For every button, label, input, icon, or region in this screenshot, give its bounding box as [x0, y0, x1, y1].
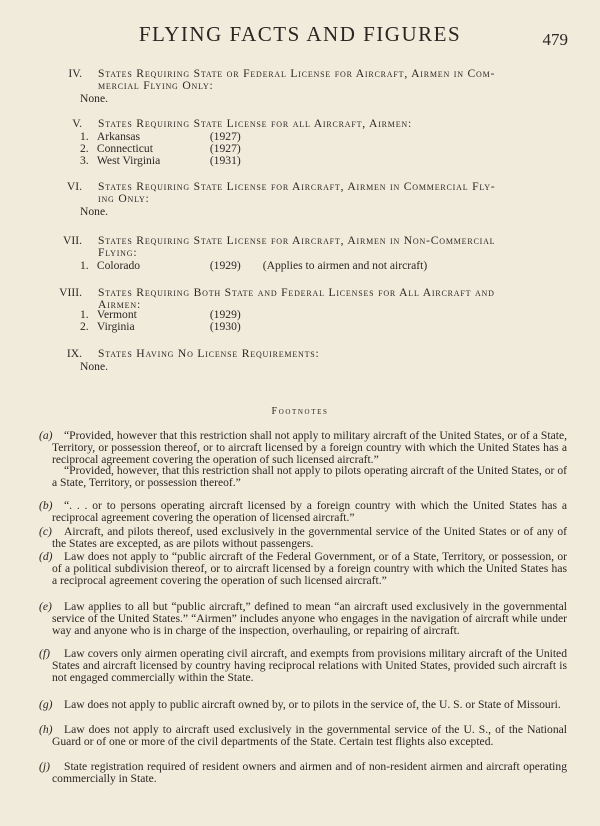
state-name: Virginia — [96, 320, 135, 333]
section-title: States Having No License Requirements: — [98, 347, 320, 360]
state-number: 1. — [80, 308, 89, 321]
state-name: Arkansas — [96, 130, 141, 143]
none-text: None. — [80, 360, 109, 373]
state-row — [80, 155, 241, 168]
page-number: 479 — [542, 30, 568, 49]
state-name: Connecticut — [96, 142, 153, 155]
footnote-g — [39, 699, 567, 711]
footnote-h — [39, 724, 567, 748]
state-name: Vermont — [96, 308, 137, 321]
footnote-marker: (c) — [39, 525, 52, 538]
footnote-text: Law does not apply to public aircraft owned by, or to pilots in the service of, the U. S. or State of Missouri. — [64, 698, 561, 711]
section-title-cont: mercial Flying Only: — [98, 79, 214, 92]
section-number: IV. — [68, 67, 82, 80]
footnote-j — [39, 761, 567, 785]
footnote-text: State registration required of resident owners and airmen and of non-resident airmen and aircraft operating commercially in State. — [52, 760, 567, 785]
footnote-marker: (g) — [39, 698, 53, 711]
footnote-marker: (e) — [39, 600, 52, 613]
footnote-text: Law applies to all but “public aircraft,” defined to mean “an aircraft used exclusively in the governmental service of the United States.” “Airmen” includes anyone who engages in the navigation of aircraft while under way and anyone who is in charge of the inspection, overhauling, or repairing of aircraft. — [52, 600, 567, 637]
section-title-cont: Flying: — [98, 246, 138, 259]
section-title: States Requiring State License for all Aircraft, Airmen: — [98, 117, 412, 130]
section-number: IX. — [66, 347, 82, 360]
footnote-text: Law does not apply to “public aircraft of the Federal Government, or of a State, Territory, or possession, or of a political subdivision thereof, or to aircraft licensed by a foreign country with which the United States has a reciprocal agreement covering the operation of such licensed aircraft.” — [52, 550, 567, 587]
footnote-b — [39, 500, 567, 524]
state-year: (1927) — [209, 142, 241, 155]
state-year: (1931) — [209, 154, 241, 167]
section-number: VII. — [63, 234, 82, 247]
state-name: West Virginia — [96, 154, 161, 167]
section-number: V. — [72, 117, 82, 130]
state-number: 3. — [80, 154, 89, 167]
footnote-marker: (j) — [39, 760, 50, 773]
section-number: VIII. — [59, 286, 82, 299]
footnote-text: Aircraft, and pilots thereof, used exclusively in the governmental service of the United States or of any of the States are excepted, as are pilots without passengers. — [52, 525, 567, 550]
footnote-marker: (d) — [39, 550, 53, 563]
footnote-text: “. . . or to persons operating aircraft licensed by a foreign country with which the United States has a reciprocal agreement covering the operation of licensed aircraft.” — [52, 499, 567, 524]
footnote-text: Law covers only airmen operating civil aircraft, and exempts from provisions military aircraft of the United States and aircraft licensed by country having reciprocal relations with United States, provided such aircraft is not engaged commercially within the State. — [52, 647, 567, 684]
footnote-text: “Provided, however that this restriction shall not apply to military aircraft of the United States, or of a State, Territory, or possession thereof, or to aircraft licensed by a foreign country with which the United States has a reciprocal agreement covering the operation of such licensed aircraft.” — [52, 429, 567, 466]
state-row — [80, 321, 241, 334]
none-text: None. — [80, 205, 109, 218]
footnote-a — [39, 430, 567, 489]
running-head: FLYING FACTS AND FIGURES — [138, 22, 462, 46]
state-number: 1. — [80, 130, 89, 143]
footnote-marker: (f) — [39, 647, 50, 660]
section-number: VI. — [66, 180, 82, 193]
footnotes-heading: Footnotes — [271, 406, 329, 417]
state-year: (1927) — [209, 130, 241, 143]
none-text: None. — [80, 92, 109, 105]
footnote-marker: (b) — [39, 499, 53, 512]
state-row — [80, 260, 427, 273]
footnote-text-2: “Provided, however, that this restriction shall not apply to pilots operating aircraft of the United States, or of a State, Territory, or possession thereof.” — [52, 464, 567, 490]
footnote-marker: (a) — [39, 429, 53, 442]
state-year: (1930) — [209, 320, 241, 333]
state-year: (1929) — [209, 259, 241, 272]
section-title-cont: ing Only: — [98, 192, 150, 205]
footnote-f — [39, 648, 567, 683]
section-title: States Requiring Both State and Federal Licenses for All Aircraft and — [98, 286, 495, 299]
section-title-cont: Airmen: — [98, 298, 141, 311]
state-note: (Applies to airmen and not aircraft) — [262, 259, 428, 272]
section-title: States Requiring State License for Aircraft, Airmen in Commercial Fly- — [98, 180, 496, 193]
state-year: (1929) — [209, 308, 241, 321]
section-title: States Requiring State License for Aircraft, Airmen in Non-Commercial — [98, 234, 496, 247]
footnote-e — [39, 601, 567, 636]
state-number: 2. — [80, 320, 89, 333]
footnote-d — [39, 551, 567, 586]
state-number: 2. — [80, 142, 89, 155]
footnote-marker: (h) — [39, 723, 53, 736]
footnote-text: Law does not apply to aircraft used exclusively in the governmental service of the U. S., of the National Guard or of one or more of the civil departments of the State. Certain test flights also excepted. — [52, 723, 567, 748]
state-name: Colorado — [96, 259, 141, 272]
state-number: 1. — [80, 259, 89, 272]
footnote-c — [39, 526, 567, 550]
section-title: States Requiring State or Federal License for Aircraft, Airmen in Com- — [98, 67, 496, 80]
